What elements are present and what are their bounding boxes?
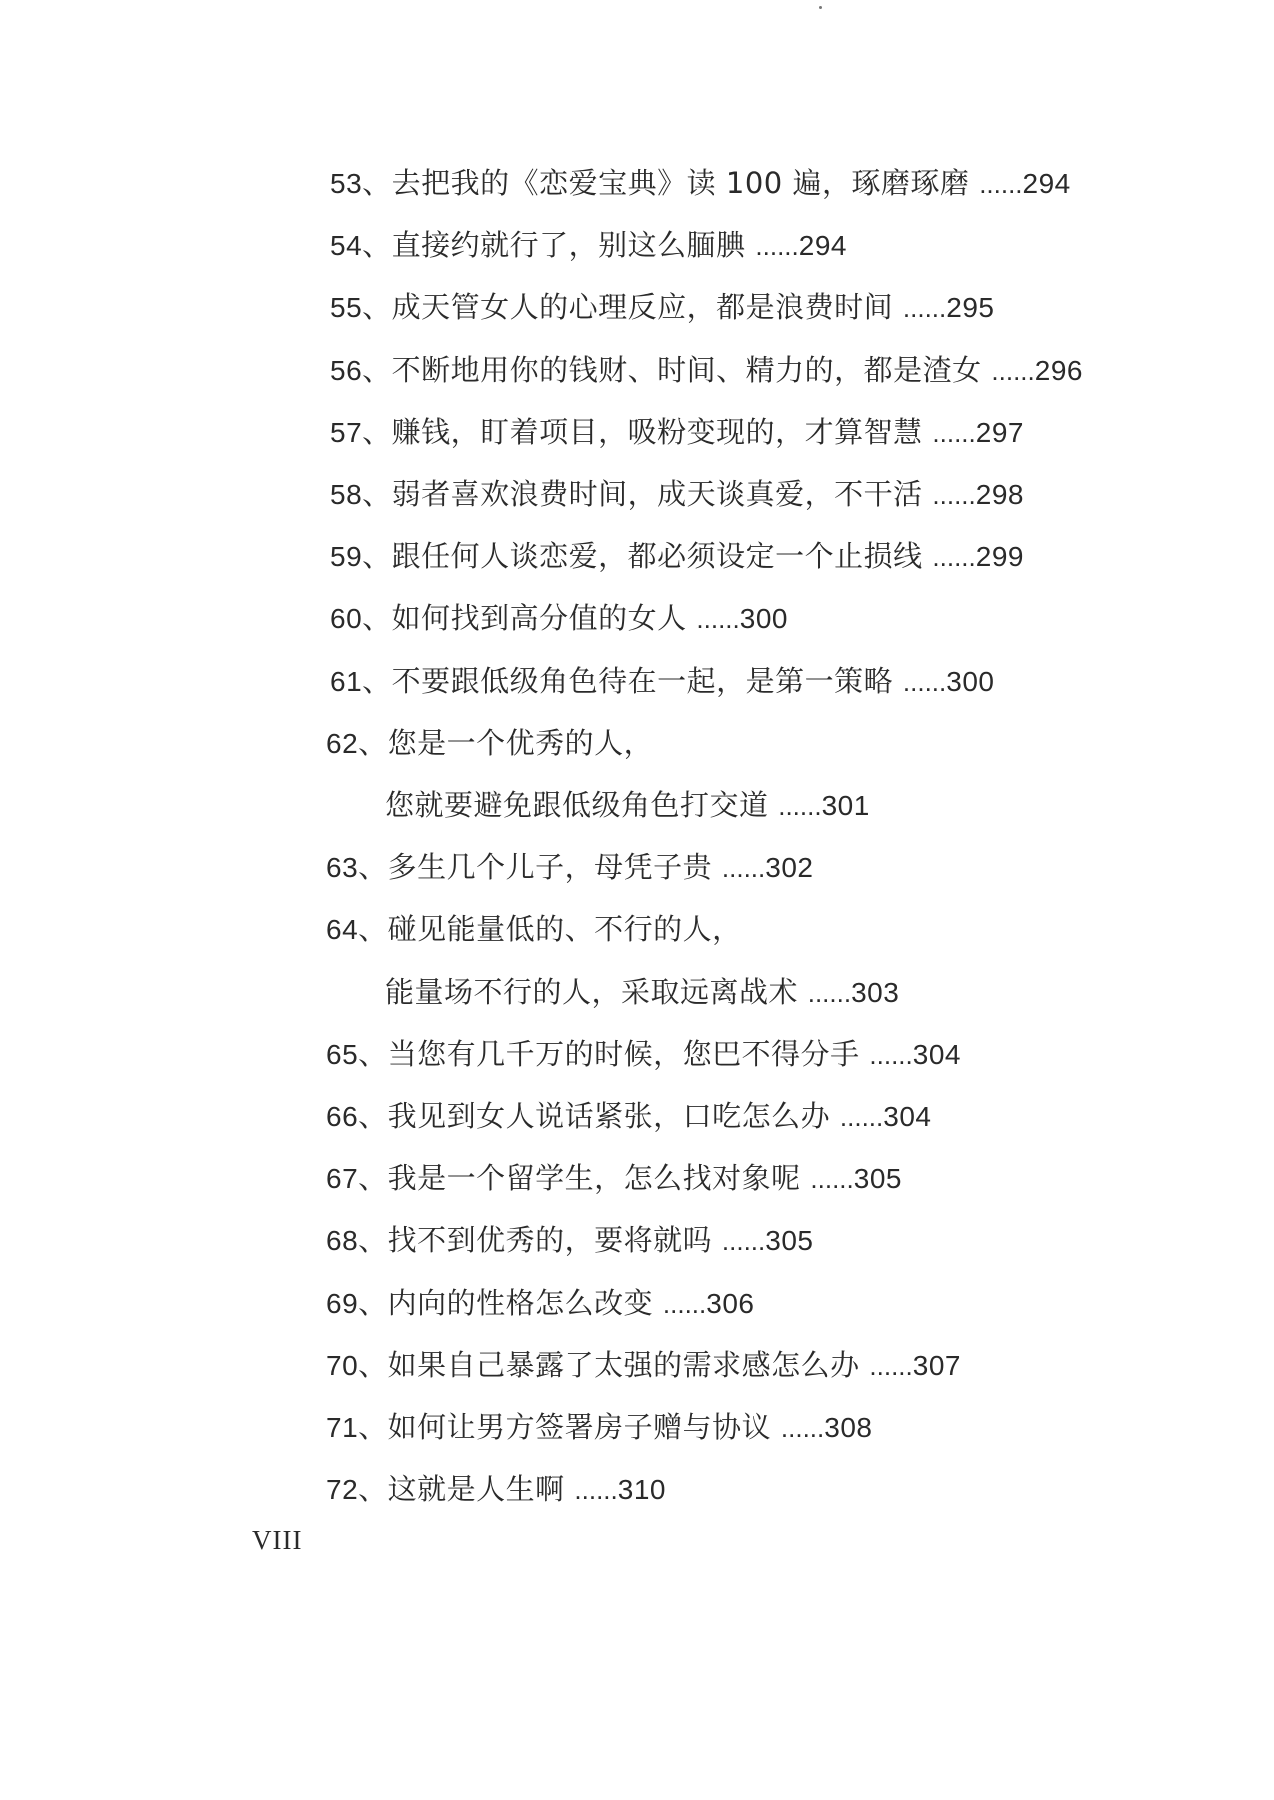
entry-number: 64 <box>326 914 359 946</box>
entry-page: 307 <box>912 1349 961 1381</box>
entry-separator: 、 <box>358 1036 388 1071</box>
entry-title: 找不到优秀的，要将就吗 <box>387 1223 713 1258</box>
toc-entry <box>330 225 847 265</box>
dot-leader: ...... <box>869 1039 913 1070</box>
entry-title: 我见到女人说话紧张，口吃怎么办 <box>387 1099 831 1133</box>
entry-number: 65 <box>326 1038 359 1070</box>
entry-page: 303 <box>851 976 900 1008</box>
entry-page: 298 <box>975 479 1024 510</box>
entry-page: 295 <box>946 292 995 324</box>
entry-page: 305 <box>853 1163 902 1195</box>
dot-leader: ...... <box>869 1350 913 1381</box>
toc-entry <box>330 412 1024 452</box>
entry-page: 300 <box>946 665 995 697</box>
dot-leader: ...... <box>932 542 976 573</box>
entry-page: 308 <box>824 1412 873 1443</box>
entry-number: 66 <box>326 1101 359 1132</box>
entry-separator: 、 <box>358 1472 388 1507</box>
toc-entry <box>330 163 1071 203</box>
entry-number: 58 <box>330 479 363 510</box>
entry-number: 70 <box>326 1349 359 1381</box>
entry-number: 55 <box>330 292 363 324</box>
entry-separator: 、 <box>362 539 392 574</box>
toc-entry <box>330 350 1083 390</box>
entry-title: 这就是人生啊 <box>387 1472 565 1507</box>
entry-title: 您是一个优秀的人， <box>387 725 654 760</box>
dot-leader: ...... <box>807 977 852 1008</box>
entry-separator: 、 <box>362 290 392 325</box>
toc-entry <box>326 1034 961 1074</box>
entry-separator: 、 <box>358 1347 388 1382</box>
entry-separator: 、 <box>362 477 392 511</box>
entry-number: 67 <box>326 1163 359 1195</box>
entry-number: 69 <box>326 1287 359 1319</box>
toc-entry <box>330 598 788 638</box>
dot-leader: ...... <box>696 604 740 635</box>
entry-title: 成天管女人的心理反应，都是浪费时间 <box>391 290 894 325</box>
entry-separator: 、 <box>362 414 392 449</box>
dot-leader: ...... <box>991 355 1035 386</box>
entry-number: 53 <box>330 168 363 199</box>
toc-entry <box>326 1096 931 1136</box>
entry-title: 去把我的《恋爱宝典》读 100 遍，琢磨琢磨 <box>391 166 970 200</box>
entry-title: 弱者喜欢浪费时间，成天谈真爱，不干活 <box>391 477 923 511</box>
entry-title: 内向的性格怎么改变 <box>387 1285 654 1320</box>
dot-leader: ...... <box>778 791 822 821</box>
entry-number: 62 <box>326 727 359 759</box>
toc-entry <box>326 847 813 887</box>
scan-speck <box>819 6 822 9</box>
entry-page: 294 <box>1022 168 1071 199</box>
entry-separator: 、 <box>358 1285 388 1320</box>
entry-number: 56 <box>330 354 363 386</box>
dot-leader: ...... <box>755 231 799 262</box>
dot-leader: ...... <box>902 666 947 697</box>
toc-entry <box>330 474 1024 514</box>
entry-separator: 、 <box>358 850 388 885</box>
entry-number: 54 <box>330 230 363 262</box>
entry-page: 304 <box>912 1038 961 1070</box>
dot-leader: ...... <box>810 1164 854 1195</box>
entry-separator: 、 <box>362 663 392 698</box>
entry-page: 302 <box>765 852 814 884</box>
entry-number: 59 <box>330 541 363 573</box>
entry-title: 直接约就行了，别这么腼腆 <box>391 228 746 263</box>
entry-separator: 、 <box>358 1099 388 1133</box>
entry-title: 赚钱，盯着项目，吸粉变现的，才算智慧 <box>391 414 923 449</box>
entry-title: 如果自己暴露了太强的需求感怎么办 <box>387 1347 860 1382</box>
toc-entry <box>330 661 994 701</box>
dot-leader: ...... <box>932 480 976 510</box>
entry-page: 300 <box>739 603 788 635</box>
entry-separator: 、 <box>362 166 392 200</box>
entry-page: 296 <box>1034 354 1083 386</box>
entry-title: 不要跟低级角色待在一起，是第一策略 <box>391 663 894 698</box>
dot-leader: ...... <box>721 853 766 884</box>
entry-title-continued: 能量场不行的人，采取远离战术 <box>385 974 799 1009</box>
dot-leader: ...... <box>902 293 947 324</box>
entry-number: 68 <box>326 1225 359 1257</box>
entry-page: 299 <box>975 541 1024 573</box>
dot-leader: ...... <box>662 1288 707 1319</box>
entry-number: 71 <box>326 1412 359 1443</box>
entry-title: 当您有几千万的时候，您巴不得分手 <box>387 1036 860 1071</box>
entry-title: 如何找到高分值的女人 <box>391 601 687 636</box>
entry-title: 多生几个儿子，母凭子贵 <box>387 850 713 885</box>
entry-number: 61 <box>330 665 363 697</box>
toc-entry <box>326 1283 754 1323</box>
entry-title-continued: 您就要避免跟低级角色打交道 <box>385 788 769 822</box>
toc-entry <box>326 1345 961 1385</box>
entry-title: 不断地用你的钱财、时间、精力的，都是渣女 <box>391 352 982 387</box>
entry-separator: 、 <box>362 601 392 636</box>
entry-title: 跟任何人谈恋爱，都必须设定一个止损线 <box>391 539 923 574</box>
dot-leader: ...... <box>574 1475 618 1506</box>
entry-page: 304 <box>883 1101 932 1132</box>
entry-separator: 、 <box>362 352 392 387</box>
toc-entry <box>326 723 653 763</box>
entry-title: 碰见能量低的、不行的人， <box>387 912 742 947</box>
entry-page: 305 <box>765 1225 814 1257</box>
entry-number: 57 <box>330 416 363 448</box>
toc-entry <box>330 536 1024 576</box>
entry-page: 294 <box>798 230 847 262</box>
toc-entry-continuation <box>385 972 899 1012</box>
dot-leader: ...... <box>979 169 1023 199</box>
toc-entry <box>326 1220 813 1260</box>
toc-entry <box>330 287 994 327</box>
entry-separator: 、 <box>358 1223 388 1258</box>
toc-entry <box>326 1469 666 1509</box>
entry-separator: 、 <box>358 725 388 760</box>
toc-entry <box>326 909 742 949</box>
dot-leader: ...... <box>780 1413 825 1443</box>
page-number: VIII <box>252 1525 303 1555</box>
entry-page: 297 <box>975 416 1024 448</box>
dot-leader: ...... <box>932 417 976 448</box>
toc-entry <box>326 1407 872 1447</box>
entry-number: 72 <box>326 1474 359 1506</box>
entry-separator: 、 <box>358 1410 388 1444</box>
entry-separator: 、 <box>358 912 388 947</box>
entry-separator: 、 <box>362 228 392 263</box>
toc-entry <box>326 1158 902 1198</box>
entry-page: 306 <box>706 1287 755 1319</box>
dot-leader: ...... <box>721 1226 766 1257</box>
entry-page: 301 <box>821 790 870 821</box>
entry-page: 310 <box>617 1474 666 1506</box>
entry-separator: 、 <box>358 1161 388 1196</box>
entry-number: 60 <box>330 603 363 635</box>
dot-leader: ...... <box>839 1102 884 1132</box>
entry-number: 63 <box>326 852 359 884</box>
entry-title: 如何让男方签署房子赠与协议 <box>387 1410 772 1444</box>
toc-entry-continuation <box>385 785 870 825</box>
entry-title: 我是一个留学生，怎么找对象呢 <box>387 1161 801 1196</box>
